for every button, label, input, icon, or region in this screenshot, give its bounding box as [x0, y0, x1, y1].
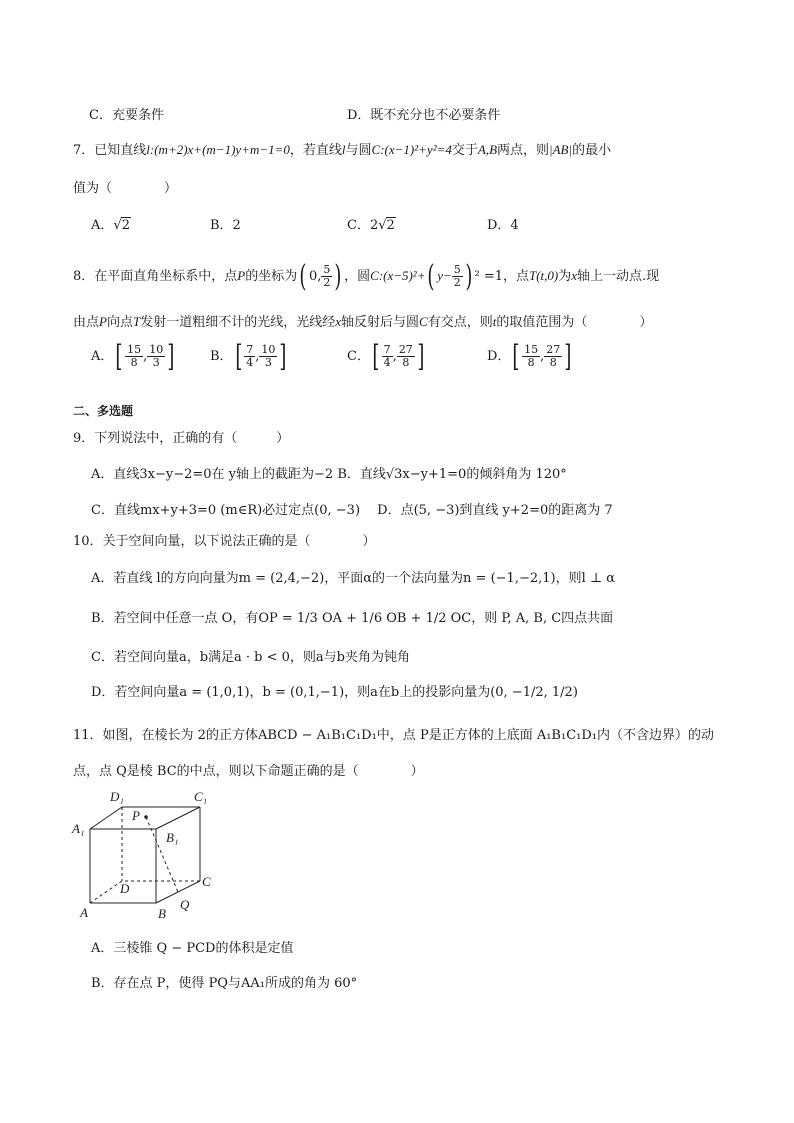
q8-text5: 轴上一动点.现: [577, 269, 660, 284]
q7-option-a: A．√2: [91, 218, 130, 233]
q8-a-frac2: [147, 344, 165, 369]
q8-l2-d: 轴反射后与圆: [341, 315, 420, 330]
q8-stem: [73, 256, 659, 296]
q7-a-value: 2: [121, 218, 130, 233]
q7-c-label: C．2: [347, 218, 379, 233]
q6-option-d: D．既不充分也不必要条件: [347, 108, 501, 123]
q8-a-n1: 15: [127, 343, 142, 356]
q7-text4: 两点，则: [497, 143, 550, 158]
q8-text1: 的坐标为: [245, 269, 298, 284]
q8-a-bracket-open: [: [115, 338, 123, 374]
edge-d1a1: [90, 807, 122, 829]
q8-d-bracket-close: ]: [564, 338, 572, 374]
q8-l2-t: T: [132, 314, 141, 329]
q8-b-n2: 10: [261, 343, 276, 356]
label-a: A: [80, 905, 88, 920]
label-a1: A₁: [72, 821, 85, 836]
q8-c-frac2: [397, 344, 415, 369]
q8-circle-num: 5: [453, 263, 461, 276]
q8-point-num: 5: [323, 263, 331, 276]
q9-options-ab: A．直线3x−y−2=0在 y轴上的截距为−2 B．直线√3x−y+1=0的倾斜角为 120°: [91, 467, 567, 482]
q8-a-frac1: [125, 344, 143, 369]
q8-a-d1: 8: [130, 356, 138, 369]
q10-option-d: D．若空间向量a = (1,0,1)，b = (0,1,−1)，则a在b上的投影向量为(0, −1/2, 1/2): [91, 685, 578, 700]
q7-text: ，若直线: [289, 143, 342, 158]
q8-circle-y: y−: [437, 268, 452, 283]
q7-option-c: C．2√2: [347, 218, 395, 233]
q8-a-bracket-close: ]: [167, 338, 175, 374]
q8-text4: 为: [558, 269, 572, 284]
q7-text2: 与圆: [345, 143, 372, 158]
q8-c-label: C．: [347, 349, 370, 364]
edge-bc: [156, 881, 200, 903]
label-p: P: [132, 808, 140, 823]
q7-text3: 交于: [451, 143, 478, 158]
q8-c-bracket-open: [: [372, 338, 380, 374]
q8-c-frac1: [382, 344, 393, 369]
q10-option-a: A．若直线 l的方向向量为m = (2,4,−2)，平面α的一个法向量为n = (−1,−2,1)，则l ⊥ α: [91, 571, 616, 586]
q8-point-den: 2: [323, 276, 331, 289]
q11-stem-line1: 11．如图，在棱长为 2的正方体ABCD − A₁B₁C₁D₁中，点 P是正方体的上底面 A₁B₁C₁D₁内（不含边界）的动: [73, 728, 714, 743]
q8-x: x: [571, 268, 578, 283]
q7-c-value: 2: [386, 218, 395, 233]
q8-d-label: D．: [487, 349, 511, 364]
q7-a-label: A．: [91, 218, 114, 233]
q8-option-a: A．[ $\frac{15}{8}$ , $\frac{10}{3}$ ]: [91, 338, 175, 374]
q8-b-d1: 4: [246, 356, 254, 369]
q8-d-n1: 15: [524, 343, 539, 356]
q8-c-n2: 27: [398, 343, 413, 356]
q8-l2-c: 发射一道粗细不计的光线，光线经: [140, 315, 336, 330]
q8-d-d2: 8: [549, 356, 557, 369]
q8-a-n2: 10: [149, 343, 164, 356]
q8-l2-e: 有交点，则: [427, 315, 493, 330]
q8-circle-paren-open: (: [427, 258, 435, 294]
q11-option-b: B．存在点 P，使得 PQ与AA₁所成的角为 60°: [91, 976, 358, 991]
q6-option-c: C．充要条件: [89, 108, 164, 123]
q8-text2: ，圆: [344, 269, 371, 284]
q8-t-point: T(t,0): [529, 268, 559, 283]
q8-l2-x: x: [335, 314, 342, 329]
point-p: [144, 815, 148, 819]
q8-b-frac2: [259, 344, 277, 369]
q7-circle-equation: C:(x−1)²+y²=4: [371, 142, 452, 157]
q9-stem: 9．下列说法中，正确的有（ ）: [73, 431, 290, 446]
q7-stem: [73, 139, 611, 158]
q8-l2-circle: C: [419, 314, 428, 329]
q7-option-b: B．2: [210, 218, 241, 233]
q8-paren-close: ): [334, 258, 342, 294]
q8-text3: ，点: [502, 269, 529, 284]
q8-paren-open: (: [299, 258, 307, 294]
q8-option-d: D．[ $\frac{15}{8}$ , $\frac{27}{8}$ ]: [487, 338, 572, 374]
q7-text5: 的最小: [572, 143, 612, 158]
q7-line-equation: l:(m+2)x+(m−1)y+m−1=0: [146, 142, 290, 157]
q8-option-b: B．[ $\frac{7}{4}$ , $\frac{10}{3}$ ]: [210, 338, 287, 374]
q7-ab: |AB|: [549, 142, 573, 157]
q8-c-bracket-close: ]: [417, 338, 425, 374]
label-d: D: [120, 881, 130, 896]
q8-l2-f: 的取值范围为（ ）: [496, 315, 653, 330]
q9-options-cd: C．直线mx+y+3=0 (m∈R)必过定点(0, −3) D．点(5, −3)到直线 y+2=0的距离为 7: [91, 503, 613, 518]
q8-d-d1: 8: [527, 356, 535, 369]
edge-da: [90, 881, 122, 903]
q8-b-bracket-close: ]: [279, 338, 287, 374]
section-heading-multiple-choice: 二、多选题: [73, 404, 134, 418]
q8-l2-tvar: t: [492, 314, 497, 329]
q11-option-a: A．三棱锥 Q − PCD的体积是定值: [91, 941, 294, 956]
q8-circle-pre: C:(x−5)²+: [370, 268, 426, 283]
q8-d-bracket-open: [: [512, 338, 520, 374]
q8-point-x: 0,: [308, 269, 322, 284]
q8-l2-b: 向点: [106, 315, 133, 330]
cube-figure: [70, 785, 230, 925]
q8-p: P: [237, 268, 246, 283]
q8-d-n2: 27: [546, 343, 561, 356]
q8-circle-den: 2: [453, 276, 461, 289]
q8-circle-frac: [452, 264, 463, 289]
q8-c-d1: 4: [383, 356, 391, 369]
q8-l2-a: 由点: [73, 315, 100, 330]
q8-option-c: C．[ $\frac{7}{4}$ , $\frac{27}{8}$ ]: [347, 338, 425, 374]
q8-circle-paren-close: ): [465, 258, 473, 294]
label-q: Q: [180, 897, 190, 912]
q7-points: A,B: [477, 142, 498, 157]
q8-b-n1: 7: [246, 343, 254, 356]
q7-prefix: 7．已知直线: [73, 143, 147, 158]
q7-option-d: D．4: [487, 218, 519, 233]
label-d1: D₁: [110, 789, 124, 804]
label-b: B: [158, 906, 166, 921]
edge-b1c1: [156, 807, 200, 829]
q11-stem-line2: 点，点 Q是棱 BC的中点，则以下命题正确的是（ ）: [73, 764, 424, 779]
q8-b-bracket-open: [: [234, 338, 242, 374]
q10-option-c: C．若空间向量a，b满足a · b < 0，则a与b夹角为钝角: [91, 650, 410, 665]
q8-l2-p: P: [99, 314, 107, 329]
q8-d-frac1: [522, 344, 540, 369]
q10-option-b: B．若空间中任意一点 O，有OP = 1/3 OA + 1/6 OB + 1/2 OC，则 P, A, B, C四点共面: [91, 611, 614, 626]
q8-point-frac: [321, 264, 332, 289]
q7-stem-line2: 值为（ ）: [73, 181, 178, 196]
label-c: C: [202, 874, 211, 889]
q8-circle-post: ² =1: [474, 269, 503, 284]
q8-prefix: 8．在平面直角坐标系中，点: [73, 269, 238, 284]
q8-c-n1: 7: [383, 343, 391, 356]
q8-b-label: B．: [210, 349, 233, 364]
q8-b-frac1: [244, 344, 255, 369]
q10-stem: 10．关于空间向量，以下说法正确的是（ ）: [73, 534, 376, 549]
q8-a-label: A．: [91, 349, 114, 364]
q8-a-d2: 3: [152, 356, 160, 369]
q8-c-d2: 8: [402, 356, 410, 369]
q8-b-d2: 3: [264, 356, 272, 369]
label-c1: C₁: [194, 789, 208, 804]
q8-d-frac2: [544, 344, 562, 369]
q7-l: l: [341, 142, 346, 157]
label-b1: B₁: [166, 830, 179, 845]
q8-stem-line2: [73, 311, 652, 330]
